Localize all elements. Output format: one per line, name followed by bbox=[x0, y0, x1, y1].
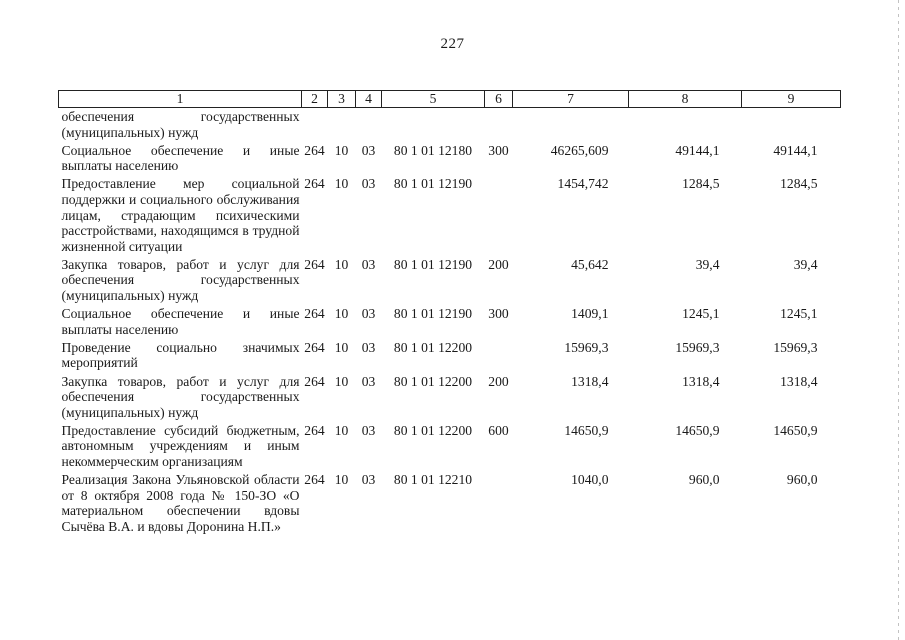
cell-name: Социальное обеспечение и иные выплаты населению bbox=[61, 306, 300, 337]
cell-admin-code: 264 bbox=[304, 176, 325, 192]
cell-amount-2: 39,4 bbox=[695, 256, 720, 272]
cell-target-code: 80 1 01 12200 bbox=[393, 422, 473, 438]
cell-name: Социальное обеспечение и иные выплаты населению bbox=[61, 142, 300, 174]
cell-admin-code: 264 bbox=[304, 142, 325, 158]
cell-expense-type: 200 bbox=[488, 373, 509, 389]
cell-section bbox=[328, 108, 356, 142]
cell-expense-type bbox=[485, 339, 513, 373]
cell-section: 10 bbox=[334, 306, 349, 322]
scan-edge bbox=[898, 0, 899, 640]
cell-amount-3: 14650,9 bbox=[773, 422, 818, 438]
cell-amount-1 bbox=[513, 108, 629, 142]
cell-amount-3: 39,4 bbox=[793, 256, 818, 272]
cell-amount-1: 1318,4 bbox=[571, 373, 609, 389]
table-row bbox=[59, 305, 841, 339]
cell-amount-2: 14650,9 bbox=[675, 422, 720, 438]
cell-target-code: 80 1 01 12190 bbox=[393, 306, 473, 322]
cell-amount-1: 15969,3 bbox=[564, 339, 609, 355]
column-header: 8 bbox=[629, 91, 742, 108]
table-header-row bbox=[59, 91, 841, 108]
column-header: 6 bbox=[485, 91, 513, 108]
cell-amount-1: 1454,742 bbox=[557, 176, 609, 192]
cell-section: 10 bbox=[334, 256, 349, 272]
cell-target-code bbox=[382, 108, 485, 142]
cell-name: Реализация Закона Ульяновской области от 8 октября 2008 года № 150-ЗО «О материальном обеспечении вдовы Сычёва В.А. и вдовы Доронина Н.П.» bbox=[61, 472, 300, 534]
cell-subsection: 03 bbox=[361, 373, 376, 389]
cell-target-code: 80 1 01 12210 bbox=[393, 472, 473, 488]
cell-section: 10 bbox=[334, 142, 349, 158]
cell-subsection: 03 bbox=[361, 339, 376, 355]
cell-amount-1: 1040,0 bbox=[571, 472, 609, 488]
cell-name: Предоставление субсидий бюджетным, автономным учреждениям и иным некоммерческим организациям bbox=[61, 422, 300, 469]
cell-subsection: 03 bbox=[361, 142, 376, 158]
cell-expense-type: 600 bbox=[488, 422, 509, 438]
column-header: 1 bbox=[59, 91, 302, 108]
cell-name: Закупка товаров, работ и услуг для обеспечения государственных (муниципальных) нужд bbox=[61, 256, 300, 304]
cell-target-code: 80 1 01 12180 bbox=[393, 142, 473, 158]
table-row bbox=[59, 256, 841, 305]
cell-amount-3 bbox=[742, 108, 841, 142]
cell-amount-3: 1318,4 bbox=[780, 373, 818, 389]
table-body bbox=[59, 108, 841, 536]
cell-admin-code: 264 bbox=[304, 256, 325, 272]
cell-admin-code: 264 bbox=[304, 339, 325, 355]
cell-amount-3: 15969,3 bbox=[773, 339, 818, 355]
cell-section: 10 bbox=[334, 176, 349, 192]
cell-amount-3: 49144,1 bbox=[773, 142, 818, 158]
table-row bbox=[59, 422, 841, 471]
table-row bbox=[59, 142, 841, 176]
cell-amount-2: 1318,4 bbox=[682, 373, 720, 389]
table-row bbox=[59, 108, 841, 142]
cell-amount-2 bbox=[629, 108, 742, 142]
cell-subsection: 03 bbox=[361, 422, 376, 438]
table-row bbox=[59, 471, 841, 536]
cell-amount-3: 1284,5 bbox=[780, 176, 818, 192]
cell-amount-1: 45,642 bbox=[571, 256, 609, 272]
cell-amount-1: 46265,609 bbox=[550, 142, 609, 158]
column-header: 7 bbox=[513, 91, 629, 108]
cell-subsection: 03 bbox=[361, 472, 376, 488]
cell-name: Проведение социально значимых мероприятий bbox=[61, 339, 300, 371]
cell-expense-type bbox=[485, 471, 513, 536]
cell-target-code: 80 1 01 12200 bbox=[393, 339, 473, 355]
column-header: 5 bbox=[382, 91, 485, 108]
cell-admin-code: 264 bbox=[304, 472, 325, 488]
column-header: 4 bbox=[356, 91, 382, 108]
cell-amount-3: 1245,1 bbox=[780, 306, 818, 322]
table-row bbox=[59, 339, 841, 373]
cell-name: обеспечения государственных (муниципальных) нужд bbox=[61, 109, 300, 140]
cell-amount-2: 15969,3 bbox=[675, 339, 720, 355]
cell-name: Закупка товаров, работ и услуг для обеспечения государственных (муниципальных) нужд bbox=[61, 373, 300, 420]
cell-section: 10 bbox=[334, 373, 349, 389]
cell-amount-2: 1245,1 bbox=[682, 306, 720, 322]
cell-expense-type bbox=[485, 108, 513, 142]
cell-target-code: 80 1 01 12190 bbox=[393, 176, 473, 192]
cell-target-code: 80 1 01 12200 bbox=[393, 373, 473, 389]
column-header: 9 bbox=[742, 91, 841, 108]
cell-amount-1: 14650,9 bbox=[564, 422, 609, 438]
column-header: 3 bbox=[328, 91, 356, 108]
cell-amount-3: 960,0 bbox=[786, 472, 818, 488]
cell-expense-type: 300 bbox=[488, 306, 509, 322]
budget-table bbox=[58, 90, 841, 536]
cell-section: 10 bbox=[334, 339, 349, 355]
table-row bbox=[59, 373, 841, 422]
cell-expense-type: 300 bbox=[488, 142, 509, 158]
cell-subsection: 03 bbox=[361, 176, 376, 192]
page-number: 227 bbox=[440, 36, 465, 52]
cell-subsection: 03 bbox=[361, 306, 376, 322]
cell-admin-code: 264 bbox=[304, 422, 325, 438]
table-row bbox=[59, 175, 841, 255]
cell-admin-code bbox=[302, 108, 328, 142]
cell-admin-code: 264 bbox=[304, 306, 325, 322]
cell-amount-2: 1284,5 bbox=[682, 176, 720, 192]
cell-amount-2: 49144,1 bbox=[675, 142, 720, 158]
cell-admin-code: 264 bbox=[304, 373, 325, 389]
cell-expense-type bbox=[485, 175, 513, 255]
cell-subsection bbox=[356, 108, 382, 142]
cell-section: 10 bbox=[334, 472, 349, 488]
cell-section: 10 bbox=[334, 422, 349, 438]
cell-amount-1: 1409,1 bbox=[571, 306, 609, 322]
cell-name: Предоставление мер социальной поддержки и социального обслуживания лицам, страдающим психическими расстройствами, находящимся в трудной жизненной ситуации bbox=[61, 176, 300, 254]
cell-target-code: 80 1 01 12190 bbox=[393, 256, 473, 272]
cell-amount-2: 960,0 bbox=[688, 472, 720, 488]
cell-expense-type: 200 bbox=[488, 256, 509, 272]
cell-subsection: 03 bbox=[361, 256, 376, 272]
column-header: 2 bbox=[302, 91, 328, 108]
